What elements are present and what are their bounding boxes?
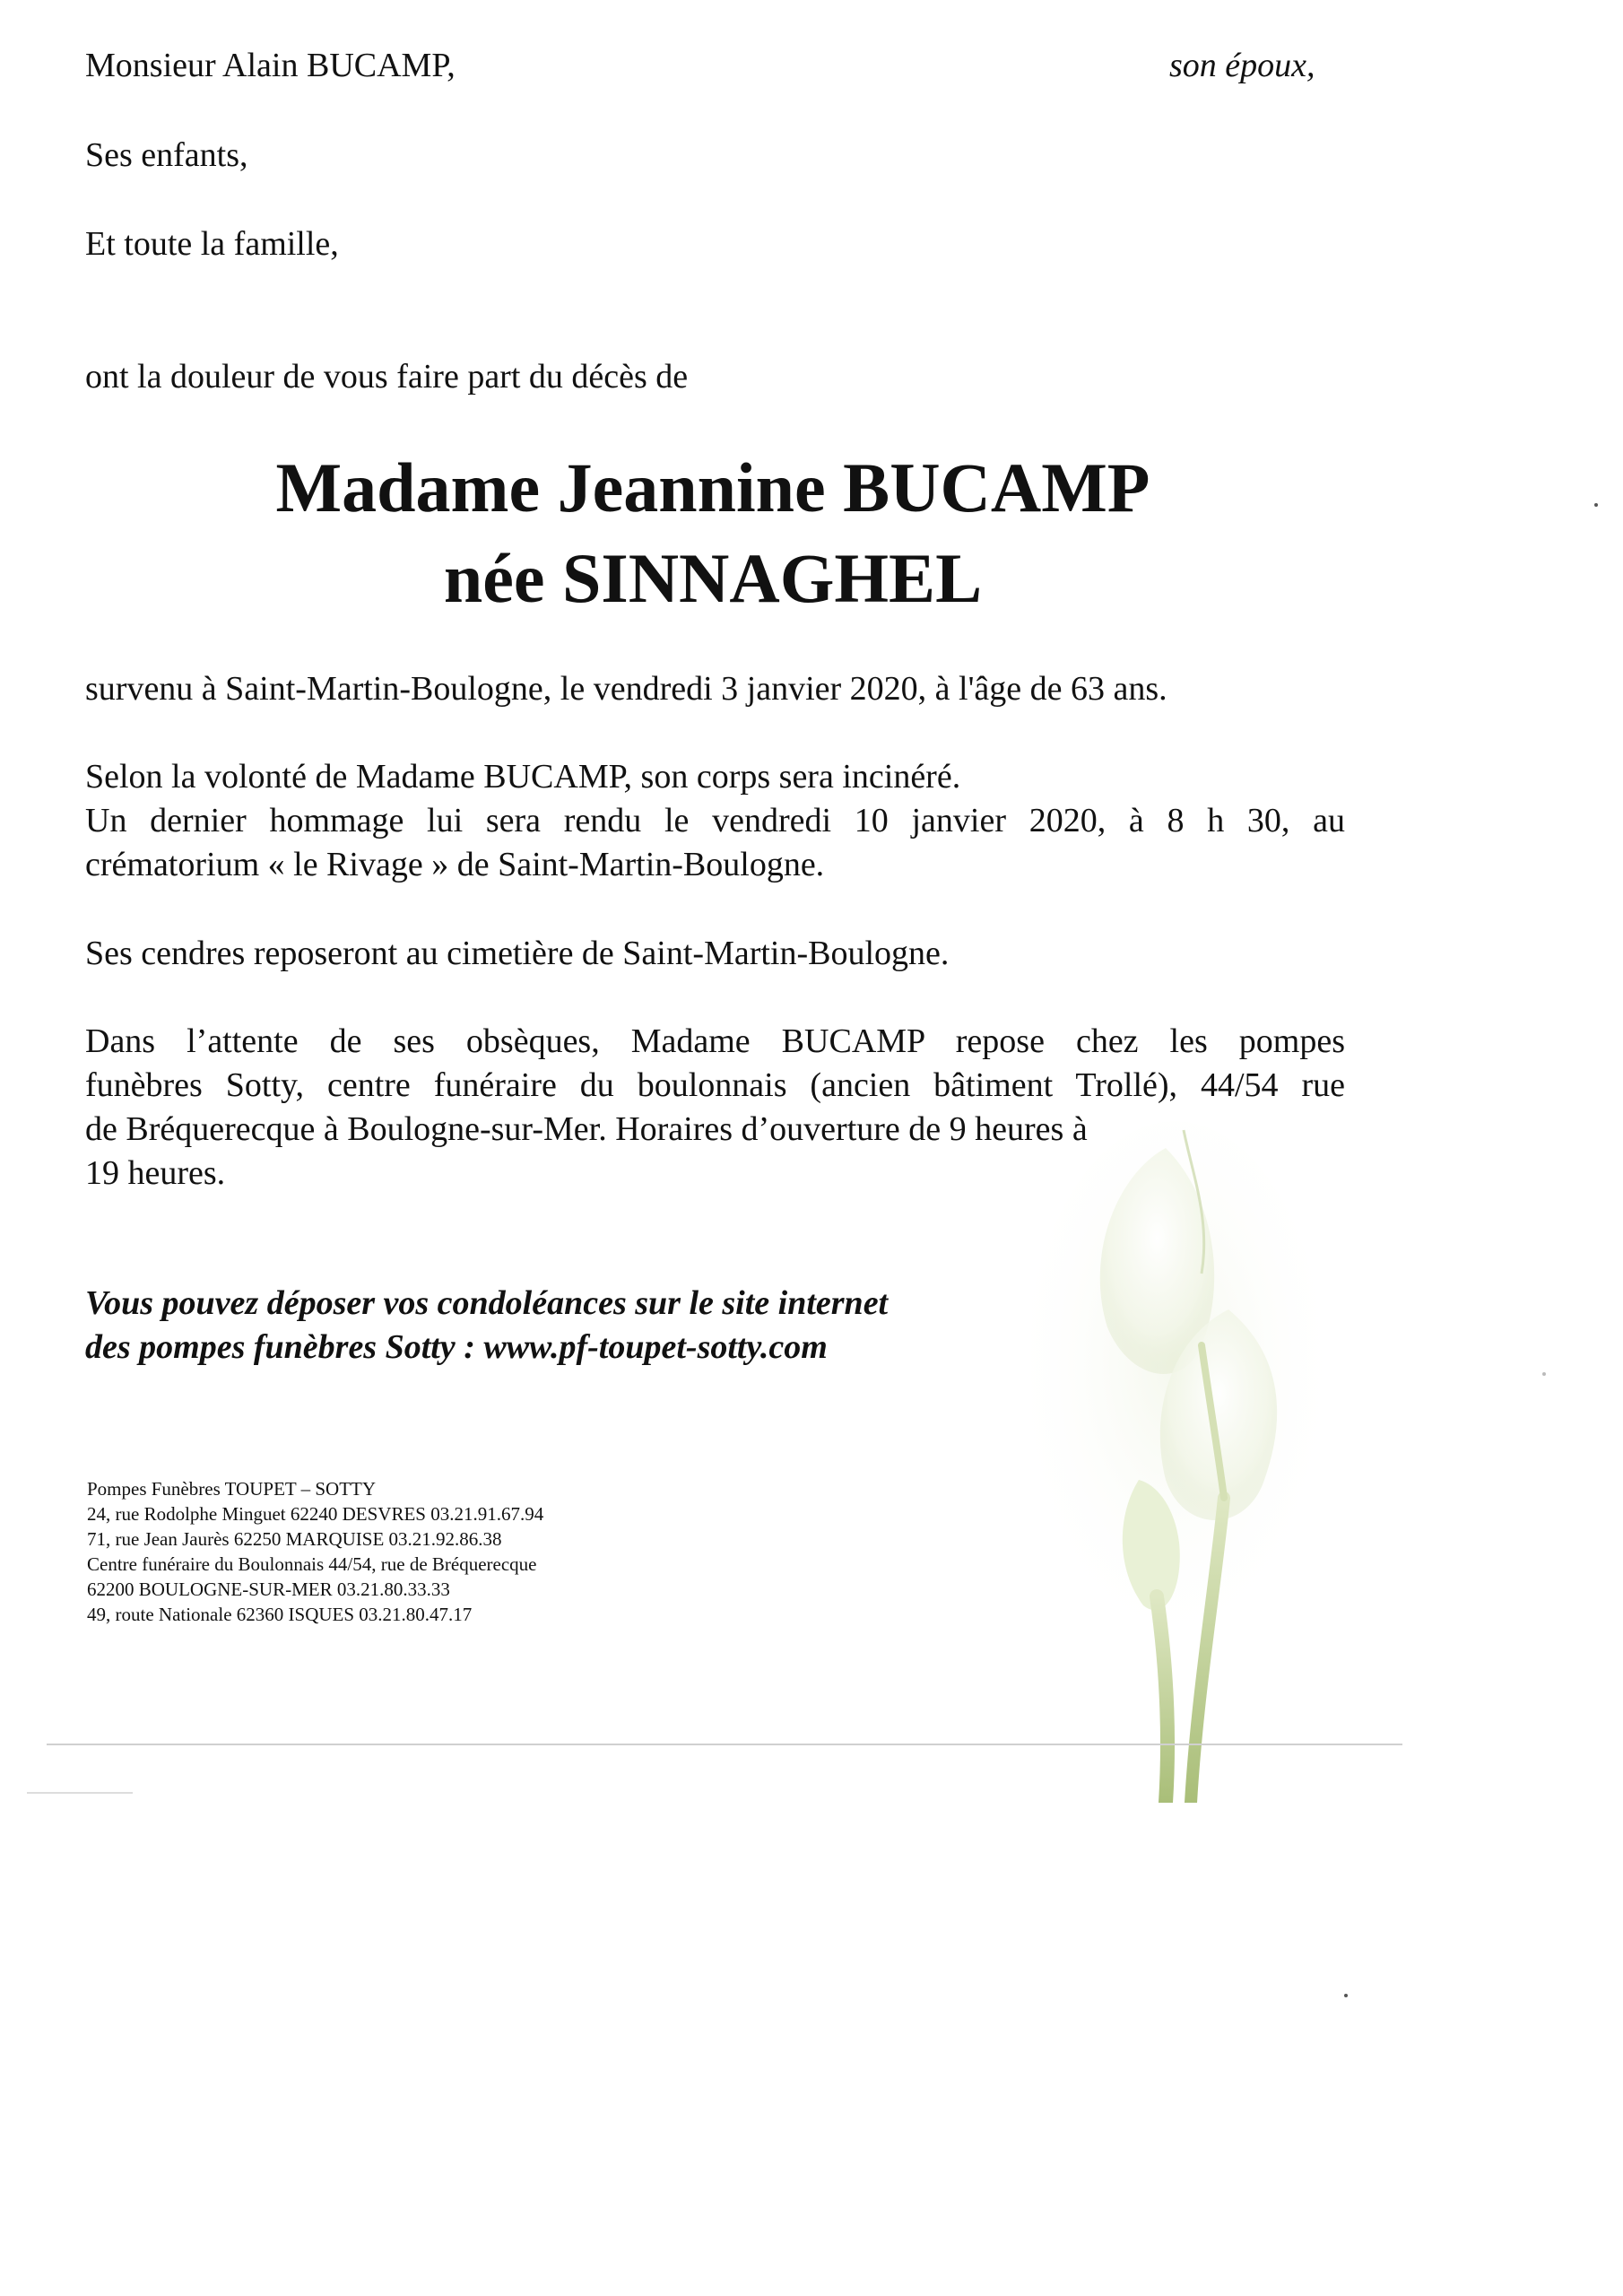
deceased-name: Madame Jeannine BUCAMP [275,448,1150,526]
crematorium-line: crématorium « le Rivage » de Saint-Martin-Boulogne. [85,846,825,883]
rest-line-1: Dans l’attente de ses obsèques, Madame BUCAMP repose chez les pompes [85,1022,1345,1060]
footer-line: 62200 BOULOGNE-SUR-MER 03.21.80.33.33 [87,1578,450,1600]
family-line: Et toute la famille, [85,225,339,263]
footer-line: 49, route Nationale 62360 ISQUES 03.21.80.47.17 [87,1604,473,1625]
cremation-line: Selon la volonté de Madame BUCAMP, son corps sera incinéré. [85,758,961,796]
deceased-maiden-name: née SINNAGHEL [443,539,983,617]
footer-line: 71, rue Jean Jaurès 62250 MARQUISE 03.21.92.86.38 [87,1528,502,1550]
scan-speck [1594,503,1598,507]
children-line: Ses enfants, [85,136,248,174]
scan-speck [1542,1372,1546,1376]
rest-line-3: de Bréquerecque à Boulogne-sur-Mer. Horaires d’ouverture de 9 heures à [85,1110,1088,1148]
spouse-role: son époux, [1169,47,1315,84]
footer-line: Pompes Funèbres TOUPET – SOTTY [87,1478,377,1500]
tribute-line: Un dernier hommage lui sera rendu le vendredi 10 janvier 2020, à 8 h 30, au [85,802,1345,839]
ashes-line: Ses cendres reposeront au cimetière de Saint-Martin-Boulogne. [85,935,950,972]
divider-line-short [27,1792,133,1794]
rest-line-4: 19 heures. [85,1154,226,1192]
condolences-line-2: des pompes funèbres Sotty : www.pf-toupet-sotty.com [85,1328,828,1366]
death-info: survenu à Saint-Martin-Boulogne, le vendredi 3 janvier 2020, à l'âge de 63 ans. [85,670,1167,708]
calla-lily-image [1031,1121,1354,1803]
scan-speck [1344,1994,1348,1997]
spouse-name: Monsieur Alain BUCAMP, [85,47,456,84]
condolences-line-1: Vous pouvez déposer vos condoléances sur le site internet [85,1284,889,1322]
divider-line [47,1744,1402,1745]
footer-line: Centre funéraire du Boulonnais 44/54, rue de Bréquerecque [87,1553,537,1575]
rest-line-2: funèbres Sotty, centre funéraire du boulonnais (ancien bâtiment Trollé), 44/54 rue [85,1066,1345,1104]
footer-line: 24, rue Rodolphe Minguet 62240 DESVRES 03.21.91.67.94 [87,1503,544,1525]
announcement-text: ont la douleur de vous faire part du décès de [85,358,689,396]
